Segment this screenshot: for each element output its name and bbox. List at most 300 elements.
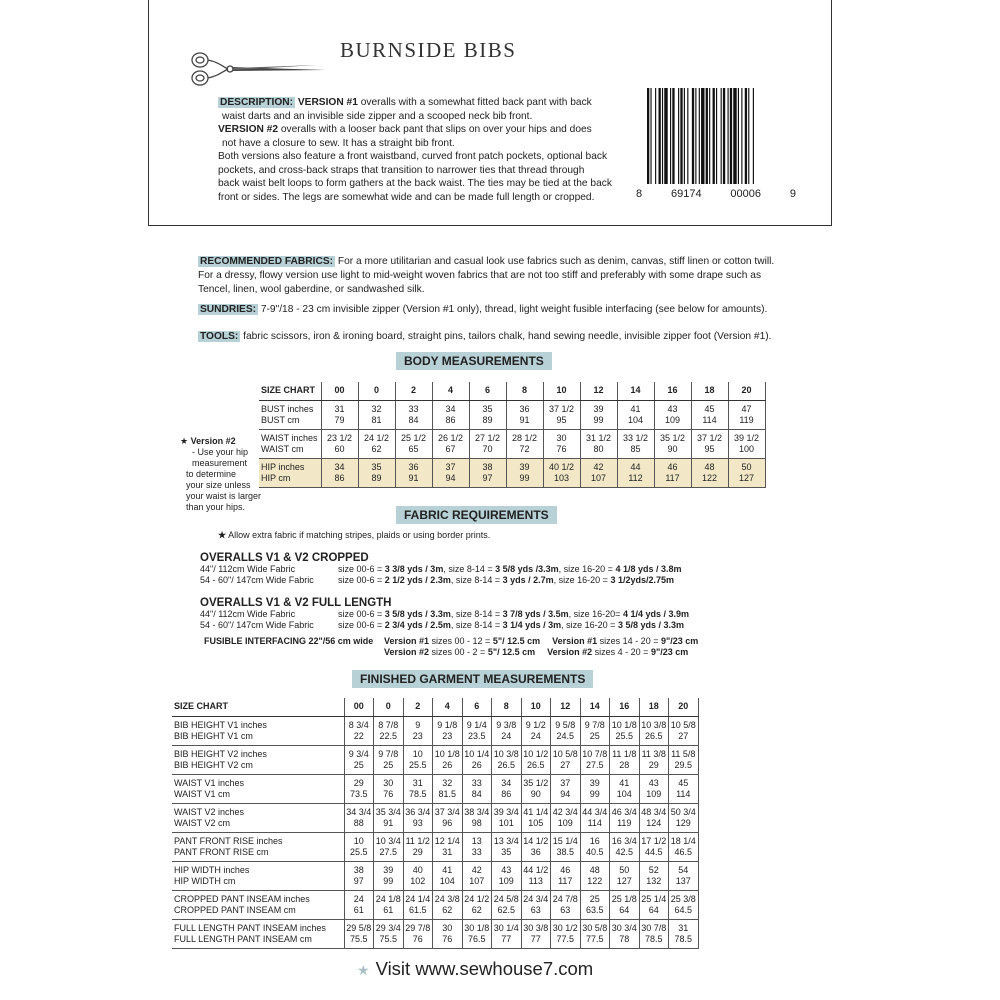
table-cell: 31 [433,847,463,862]
size-range: , size 16-20= [568,609,623,619]
row-label: HIP WIDTH inches [172,861,344,876]
table-cell: 127 [610,876,640,891]
table-cell: 41 1/4 [521,803,551,818]
fabric-note-text: Allow extra fabric if matching stripes, plaids or using border prints. [228,530,491,540]
table-cell: 64.5 [669,905,699,920]
table-cell: 36 [506,400,543,415]
table-cell: 41 [433,861,463,876]
barcode-bar [738,88,739,184]
table-cell: 31 [403,774,433,789]
table-cell: 91 [506,415,543,430]
table-row [172,745,698,760]
interfacing-value: 5"/ 12.5 cm [492,636,541,646]
table-cell: 32 [358,400,395,415]
interfacing-value: 9"/23 cm [650,646,689,657]
side-note-line: to determine [186,469,237,479]
size-range: , size 8-14 = [450,574,503,585]
barcode-bar [706,88,708,184]
table-cell: 93 [403,818,433,833]
row-label: FULL LENGTH PANT INSEAM inches [172,919,344,934]
table-cell: 9 5/8 [551,716,581,731]
table-cell: 39 1/2 [728,429,765,444]
row-label: HIP inches [259,458,321,473]
table-cell: 84 [462,789,492,804]
size-header: 8 [492,698,522,716]
table-cell: 24.5 [551,731,581,746]
version2-side-note [180,436,270,513]
sundries [198,303,818,317]
row-label: WAIST V1 cm [172,789,344,804]
sundries-label: SUNDRIES: [200,304,257,315]
table-cell: 114 [669,789,699,804]
table-cell: 22.5 [374,731,404,746]
version1-text: overalls with a somewhat fitted back pant with back [357,97,592,108]
table-cell: 62 [433,905,463,920]
both-versions-line: Both versions also feature a front waistband, curved front patch pockets, optional back [218,151,608,162]
fabric-width: 44"/ 112cm Wide Fabric [200,564,296,574]
table-cell: 30 1/8 [462,919,492,934]
yardage-value: 3 5/8 yds / 3.3m [384,609,451,619]
interfacing-label: FUSIBLE INTERFACING 22"/56 cm wide [204,636,374,646]
size-header: 14 [617,382,654,400]
table-cell: 27 [669,731,699,746]
table-cell: 30 3/4 [610,919,640,934]
table-cell: 114 [691,415,728,430]
table-cell: 62.5 [492,905,522,920]
interfacing-value: Version #1 [384,636,430,646]
table-cell: 75.5 [344,934,374,949]
table-row [172,818,698,833]
barcode-bar [655,88,656,184]
star-icon: ★ [357,962,370,978]
table-cell: 23 1/2 [321,429,358,444]
table-cell: 34 [321,458,358,473]
fabric-width: 54 - 60"/ 147cm Wide Fabric [200,574,314,585]
fabric-requirements-title: FABRIC REQUIREMENTS [396,506,557,524]
size-header: 14 [580,698,610,716]
interfacing-value: Version #2 [547,646,593,657]
table-cell: 76.5 [462,934,492,949]
table-cell: 63 [551,905,581,920]
barcode-digit: 9 [789,188,796,200]
size-header: 10 [543,382,580,400]
table-cell: 63.5 [580,905,610,920]
row-label: BUST inches [259,400,321,415]
row-label: HIP cm [259,473,321,488]
cropped-requirements [200,552,780,585]
table-cell: 42 [462,861,492,876]
table-row [172,934,698,949]
fabrics-text: For a more utilitarian and casual look use fabrics such as denim, canvas, stiff linen or cotton twill. [335,256,775,267]
table-cell: 38.5 [551,847,581,862]
table-cell: 25.5 [403,760,433,775]
table-cell: 105 [521,818,551,833]
table-cell: 40 [403,861,433,876]
table-cell: 25 1/8 [610,890,640,905]
interfacing-value: 5"/ 12.5 cm [487,646,536,657]
table-cell: 103 [543,473,580,488]
cropped-title: OVERALLS V1 & V2 CROPPED [200,552,369,564]
table-cell: 37 [432,458,469,473]
table-cell: 129 [669,818,699,833]
barcode-digits [636,188,796,200]
barcode-bar [753,88,754,184]
side-note-line: your size unless [186,480,251,490]
table-cell: 46 3/4 [610,803,640,818]
table-cell: 10 1/2 [521,745,551,760]
table-cell: 36 3/4 [403,803,433,818]
description [218,96,628,204]
table-cell: 86 [492,789,522,804]
table-cell: 25 3/8 [669,890,699,905]
table-cell: 91 [374,818,404,833]
table-header-row [259,382,765,400]
table-row [172,847,698,862]
yardage-value: 3 yds / 2.7m [502,574,554,585]
table-row [172,731,698,746]
size-header: 20 [669,698,699,716]
size-header: 00 [344,698,374,716]
table-cell: 10 [344,832,374,847]
table-cell: 97 [469,473,506,488]
table-cell: 76 [433,934,463,949]
row-label: BUST cm [259,415,321,430]
table-row [172,760,698,775]
table-cell: 29 7/8 [403,919,433,934]
table-cell: 61 [374,905,404,920]
requirement-values [338,620,684,631]
table-cell: 24 1/8 [374,890,404,905]
yardage-value: 4 1/8 yds / 3.8m [615,564,682,574]
barcode-bar [664,88,667,184]
size-header: 6 [469,382,506,400]
size-header: 2 [403,698,433,716]
size-header: 12 [551,698,581,716]
footer-text: Visit www.sewhouse7.com [375,958,594,979]
yardage-value: 3 1/4 yds / 3m [502,619,562,630]
table-cell: 107 [580,473,617,488]
table-cell: 60 [321,444,358,459]
requirement-row [200,575,780,586]
table-cell: 8 7/8 [374,716,404,731]
table-cell: 86 [321,473,358,488]
table-cell: 25 1/4 [639,890,669,905]
requirement-row [200,564,780,575]
table-cell: 9 [403,716,433,731]
size-range: size 00-6 = [338,564,385,574]
requirement-values [338,609,689,620]
row-label: BIB HEIGHT V1 inches [172,716,344,731]
table-cell: 117 [551,876,581,891]
barcode-bar [659,88,661,184]
interfacing-size: sizes 00 - 2 = [429,646,488,657]
table-cell: 23 [403,731,433,746]
table-cell: 88 [344,818,374,833]
table-cell: 43 [492,861,522,876]
tools-text: fabric scissors, iron & ironing board, straight pins, tailors chalk, hand sewing needle, invisible zipper foot (Version #1). [240,331,772,342]
barcode-bar [650,88,651,184]
barcode-bar [692,88,694,184]
table-cell: 24 [521,731,551,746]
table-cell: 112 [617,473,654,488]
table-cell: 30 [374,774,404,789]
table-cell: 43 [654,400,691,415]
yardage-value: 3 1/2yds/2.75m [610,574,674,585]
table-cell: 100 [728,444,765,459]
version1-text-cont: waist darts and an invisible side zipper and a scooped neck bib front. [222,110,533,122]
scissors-icon [188,48,328,90]
table-row [172,905,698,920]
table-cell: 85 [617,444,654,459]
table-cell: 44 3/4 [580,803,610,818]
table-cell: 10 [403,745,433,760]
table-cell: 28 1/2 [506,429,543,444]
table-cell: 35 [469,400,506,415]
table-cell: 25 [374,760,404,775]
row-label: WAIST cm [259,444,321,459]
size-range: , size 8-14 = [450,609,503,619]
table-cell: 104 [617,415,654,430]
table-cell: 41 [617,400,654,415]
table-cell: 30 5/8 [580,919,610,934]
barcode-bar [716,88,717,184]
table-cell: 99 [374,876,404,891]
table-cell: 27 [551,760,581,775]
table-cell: 109 [639,789,669,804]
size-header: 4 [433,698,463,716]
table-cell: 11 1/2 [403,832,433,847]
table-cell: 72 [506,444,543,459]
yardage-value: 2 3/4 yds / 2.5m [384,619,451,630]
size-header: 18 [691,382,728,400]
table-cell: 41 [610,774,640,789]
row-label: CROPPED PANT INSEAM cm [172,905,344,920]
tools-label: TOOLS: [200,331,239,342]
table-cell: 44 [617,458,654,473]
table-cell: 45 [669,774,699,789]
table-cell: 38 [344,861,374,876]
size-range: , size 8-14 = [450,619,503,630]
table-cell: 109 [654,415,691,430]
side-note-line: - Use your hip [192,447,249,457]
table-cell: 35 1/2 [654,429,691,444]
fabrics-text-cont: For a dressy, flowy version use light to mid-weight woven fabrics that are not too stiff and preferably with some drape such as [198,270,762,281]
barcode-bar [713,88,715,184]
size-range: size 00-6 = [338,619,385,630]
both-versions-line: back waist belt loops to form gathers at the back waist. The ties may be tied at the back [218,178,612,189]
recommended-fabrics [198,255,818,297]
table-row [259,400,765,415]
table-cell: 50 [728,458,765,473]
size-header: 12 [580,382,617,400]
table-row [172,890,698,905]
table-cell: 29.5 [669,760,699,775]
table-cell: 119 [728,415,765,430]
row-label: BIB HEIGHT V2 inches [172,745,344,760]
table-cell: 9 3/8 [492,716,522,731]
table-cell: 44 1/2 [521,861,551,876]
table-cell: 25 [580,890,610,905]
side-note-line: your waist is larger [186,491,262,501]
interfacing-size: sizes 00 - 12 = [429,636,493,646]
table-cell: 42 3/4 [551,803,581,818]
table-cell: 77.5 [551,934,581,949]
table-cell: 24 [492,731,522,746]
star-icon: ★ [218,530,227,540]
table-cell: 23 [433,731,463,746]
footer-link[interactable] [357,958,593,980]
table-cell: 47 [728,400,765,415]
table-cell: 52 [639,861,669,876]
table-cell: 29 [344,774,374,789]
table-cell: 76 [543,444,580,459]
table-cell: 24 3/4 [521,890,551,905]
barcode-bar [701,88,704,184]
table-cell: 9 3/4 [344,745,374,760]
table-cell: 11 5/8 [669,745,699,760]
table-cell: 77 [492,934,522,949]
finished-measurements-table [172,698,699,949]
table-cell: 109 [551,818,581,833]
table-cell: 31 [321,400,358,415]
barcode-bar [687,88,688,184]
interfacing-value: Version #1 [552,636,598,646]
size-range: , size 8-14 = [443,564,496,574]
table-cell: 26 1/2 [432,429,469,444]
size-range: , size 16-20 = [558,564,616,574]
table-cell: 75.5 [374,934,404,949]
table-row [259,415,765,430]
table-cell: 9 1/4 [462,716,492,731]
table-row [172,803,698,818]
row-label: PANT FRONT RISE inches [172,832,344,847]
barcode [643,88,793,188]
table-cell: 34 [492,774,522,789]
table-cell: 61 [344,905,374,920]
table-cell: 78.5 [669,934,699,949]
fabric-note [218,530,490,541]
table-cell: 40 1/2 [543,458,580,473]
table-cell: 9 7/8 [580,716,610,731]
table-cell: 102 [403,876,433,891]
sundries-text: 7-9"/18 - 23 cm invisible zipper (Version #1 only), thread, light weight fusible interfacing (see below for amounts). [258,304,768,315]
yardage-value: 3 5/8 yds / 3.3m [617,619,684,630]
barcode-bar [730,88,732,184]
body-measurements-table [259,382,766,488]
table-cell: 73.5 [344,789,374,804]
table-cell: 37 1/2 [691,429,728,444]
size-header: 16 [610,698,640,716]
requirement-values [338,575,674,586]
table-cell: 10 3/8 [639,716,669,731]
table-header-row [172,698,698,716]
table-cell: 26.5 [521,760,551,775]
table-cell: 48 [580,861,610,876]
table-cell: 119 [610,818,640,833]
table-cell: 24 7/8 [551,890,581,905]
table-cell: 89 [469,415,506,430]
size-header: 2 [395,382,432,400]
table-cell: 46.5 [669,847,699,862]
table-cell: 114 [580,818,610,833]
finished-measurements-title: FINISHED GARMENT MEASUREMENTS [352,670,593,688]
table-cell: 35 [358,458,395,473]
interfacing-value: 9"/23 cm [660,636,699,646]
pattern-title: BURNSIDE BIBS [340,38,517,62]
table-cell: 29 3/4 [374,919,404,934]
table-cell: 95 [543,415,580,430]
yardage-value: 2 1/2 yds / 2.3m [384,574,451,585]
table-cell: 31 1/2 [580,429,617,444]
table-cell: 90 [654,444,691,459]
table-cell: 124 [639,818,669,833]
table-cell: 27.5 [374,847,404,862]
size-header: 0 [358,382,395,400]
table-cell: 89 [358,473,395,488]
table-cell: 10 5/8 [669,716,699,731]
table-cell: 37 1/2 [543,400,580,415]
table-row [259,444,765,459]
table-cell: 64 [610,905,640,920]
barcode-bar [723,88,725,184]
table-row [172,919,698,934]
table-cell: 40.5 [580,847,610,862]
full-length-requirements [200,597,780,630]
table-cell: 43 [639,774,669,789]
table-cell: 10 1/8 [433,745,463,760]
size-header: 6 [462,698,492,716]
table-cell: 38 3/4 [462,803,492,818]
size-range: , size 16-20 = [561,619,618,630]
both-versions-line: front or sides. The legs are somewhat wide and can be made full length or cropped. [218,191,595,203]
size-header: 8 [506,382,543,400]
table-cell: 127 [728,473,765,488]
table-cell: 24 1/2 [462,890,492,905]
table-cell: 65 [395,444,432,459]
table-cell: 76 [374,789,404,804]
size-header: 16 [654,382,691,400]
table-cell: 84 [395,415,432,430]
table-cell: 35 [492,847,522,862]
table-cell: 97 [344,876,374,891]
fabrics-text-cont: Tencel, linen, wool gaberdine, or sandwashed silk. [198,284,425,295]
interfacing-size: sizes 4 - 20 = [592,646,651,657]
size-range: size 00-6 = [338,574,385,585]
table-cell: 122 [580,876,610,891]
table-row [259,458,765,473]
table-cell: 14 1/2 [521,832,551,847]
table-cell: 64 [639,905,669,920]
yardage-value: 3 5/8 yds /3.3m [495,564,559,574]
table-cell: 24 3/8 [433,890,463,905]
table-cell: 104 [610,789,640,804]
table-cell: 37 [551,774,581,789]
table-cell: 80 [580,444,617,459]
table-cell: 50 [610,861,640,876]
table-cell: 42 [580,458,617,473]
interfacing-requirements [204,636,784,657]
table-cell: 25 [344,760,374,775]
row-label: WAIST V2 cm [172,818,344,833]
table-cell: 39 3/4 [492,803,522,818]
table-cell: 42.5 [610,847,640,862]
table-cell: 13 [462,832,492,847]
row-label: WAIST V1 inches [172,774,344,789]
table-cell: 78.5 [639,934,669,949]
table-cell: 77.5 [580,934,610,949]
table-cell: 81.5 [433,789,463,804]
table-cell: 34 3/4 [344,803,374,818]
